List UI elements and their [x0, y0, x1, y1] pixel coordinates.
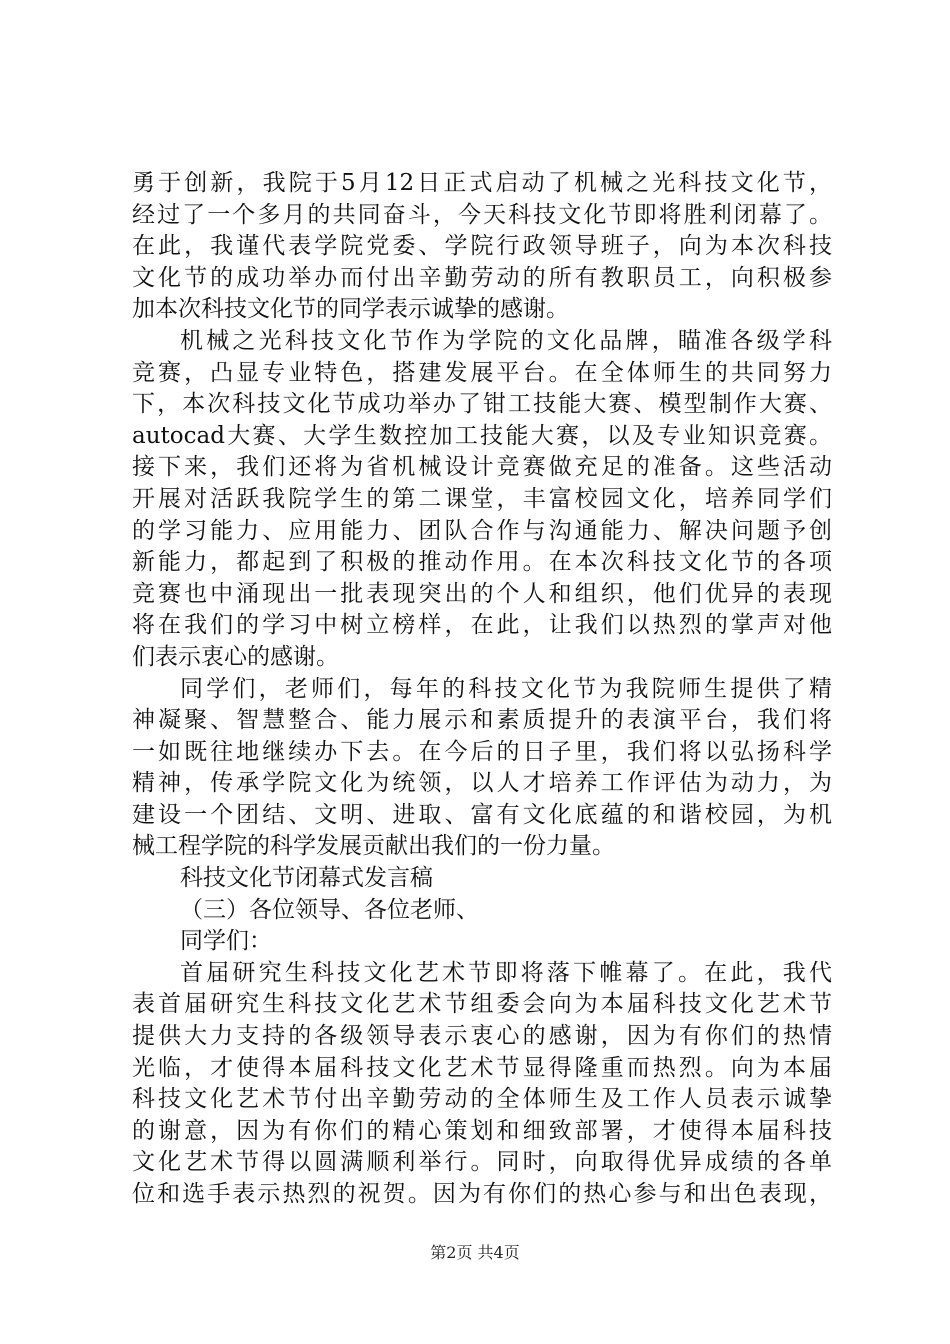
paragraph-line: 光临，才使得本届科技文化艺术节显得隆重而热烈。向为本届 — [132, 1054, 832, 1081]
paragraph-line: 新能力，都起到了积极的推动作用。在本次科技文化节的各项 — [132, 549, 832, 576]
paragraph-line: 建设一个团结、文明、进取、富有文化底蕴的和谐校园，为机 — [132, 801, 832, 828]
paragraph-line: 械工程学院的科学发展贡献出我们的一份力量。 — [132, 833, 615, 860]
paragraph-line: 同学们，老师们，每年的科技文化节为我院师生提供了精 — [180, 675, 832, 702]
paragraph-line: 开展对活跃我院学生的第二课堂，丰富校园文化，培养同学们 — [132, 485, 832, 512]
section-heading-line: 同学们： — [180, 928, 272, 955]
paragraph-line: 文化艺术节得以圆满顺利举行。同时，向取得优异成绩的各单 — [132, 1149, 832, 1176]
paragraph-line: 加本次科技文化节的同学表示诚挚的感谢。 — [132, 296, 569, 323]
paragraph-line: 的学习能力、应用能力、团队合作与沟通能力、解决问题予创 — [132, 517, 832, 544]
paragraph-line: 下，本次科技文化节成功举办了钳工技能大赛、模型制作大赛、 — [132, 391, 832, 418]
paragraph-line: 在此，我谨代表学院党委、学院行政领导班子，向为本次科技 — [132, 233, 832, 260]
page-number-footer: 第2页 共4页 — [430, 1243, 520, 1262]
paragraph-line: 一如既往地继续办下去。在今后的日子里，我们将以弘扬科学 — [132, 738, 832, 765]
section-heading-line: 科技文化节闭幕式发言稿 — [180, 865, 433, 892]
paragraph-line: 的谢意，因为有你们的精心策划和细致部署，才使得本届科技 — [132, 1117, 832, 1144]
document-body — [132, 168, 832, 1211]
paragraph-line: 提供大力支持的各级领导表示衷心的感谢，因为有你们的热情 — [132, 1023, 832, 1050]
paragraph-line: 首届研究生科技文化艺术节即将落下帷幕了。在此，我代 — [180, 959, 832, 986]
paragraph-line: 将在我们的学习中树立榜样，在此，让我们以热烈的掌声对他 — [132, 612, 832, 639]
paragraph-line: 竞赛也中涌现出一批表现突出的个人和组织，他们优异的表现 — [132, 580, 832, 607]
paragraph-line: 勇于创新，我院于5月12日正式启动了机械之光科技文化节， — [132, 170, 832, 196]
paragraph-line: 位和选手表示热烈的祝贺。因为有你们的热心参与和出色表现， — [132, 1181, 832, 1207]
paragraph-line: 科技文化艺术节付出辛勤劳动的全体师生及工作人员表示诚挚 — [132, 1086, 832, 1113]
paragraph-line: 接下来，我们还将为省机械设计竞赛做充足的准备。这些活动 — [132, 454, 832, 481]
paragraph-line: 们表示衷心的感谢。 — [132, 643, 339, 670]
paragraph-line: autocad大赛、大学生数控加工技能大赛，以及专业知识竞赛。 — [132, 422, 832, 449]
paragraph-line: 神凝聚、智慧整合、能力展示和素质提升的表演平台，我们将 — [132, 707, 832, 734]
paragraph-line: 竞赛，凸显专业特色，搭建发展平台。在全体师生的共同努力 — [132, 359, 832, 386]
section-heading-line: （三）各位领导、各位老师、 — [180, 896, 479, 923]
paragraph-line: 经过了一个多月的共同奋斗，今天科技文化节即将胜利闭幕了。 — [132, 201, 832, 228]
paragraph-line: 表首届研究生科技文化艺术节组委会向为本届科技文化艺术节 — [132, 991, 832, 1018]
paragraph-line: 精神，传承学院文化为统领，以人才培养工作评估为动力，为 — [132, 770, 832, 797]
paragraph-line: 文化节的成功举办而付出辛勤劳动的所有教职员工，向积极参 — [132, 264, 832, 291]
paragraph-line: 机械之光科技文化节作为学院的文化品牌，瞄准各级学科 — [180, 327, 832, 354]
